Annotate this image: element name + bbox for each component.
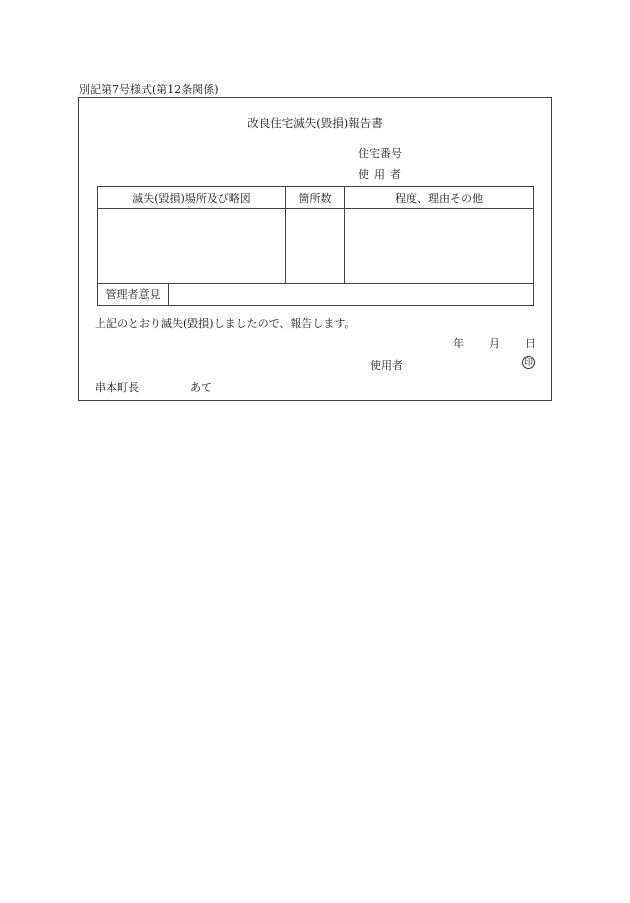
date-day-label: 日 bbox=[525, 337, 536, 350]
header-location-sketch: 滅失(毀損)場所及び略図 bbox=[98, 187, 286, 209]
count-cell[interactable] bbox=[286, 209, 345, 284]
seal-icon: 印 bbox=[523, 358, 533, 368]
manager-opinion-row bbox=[98, 284, 534, 306]
date-year-label: 年 bbox=[453, 337, 464, 350]
user-label: 使用者 bbox=[358, 168, 406, 181]
damage-table bbox=[97, 186, 534, 306]
signer-label: 使用者 bbox=[370, 359, 403, 372]
house-number-label: 住宅番号 bbox=[358, 147, 402, 160]
table-row bbox=[98, 209, 534, 284]
form-title: 改良住宅滅失(毀損)報告書 bbox=[247, 116, 383, 130]
header-count: 箇所数 bbox=[286, 187, 345, 209]
extent-reason-cell[interactable] bbox=[345, 209, 534, 284]
report-statement: 上記のとおり滅失(毀損)しましたので、報告します。 bbox=[95, 317, 356, 330]
date-month-label: 月 bbox=[489, 337, 500, 350]
header-extent-reason: 程度、理由その他 bbox=[345, 187, 534, 209]
manager-opinion-field[interactable] bbox=[169, 284, 533, 305]
manager-opinion-label: 管理者意見 bbox=[98, 284, 169, 305]
addressee: 串本町長 bbox=[95, 381, 139, 394]
form-number-label: 別記第7号様式(第12条関係) bbox=[79, 83, 219, 96]
location-sketch-cell[interactable] bbox=[98, 209, 286, 284]
table-header-row bbox=[98, 187, 534, 209]
addressee-suffix: あて bbox=[190, 381, 212, 394]
report-form bbox=[78, 97, 552, 401]
